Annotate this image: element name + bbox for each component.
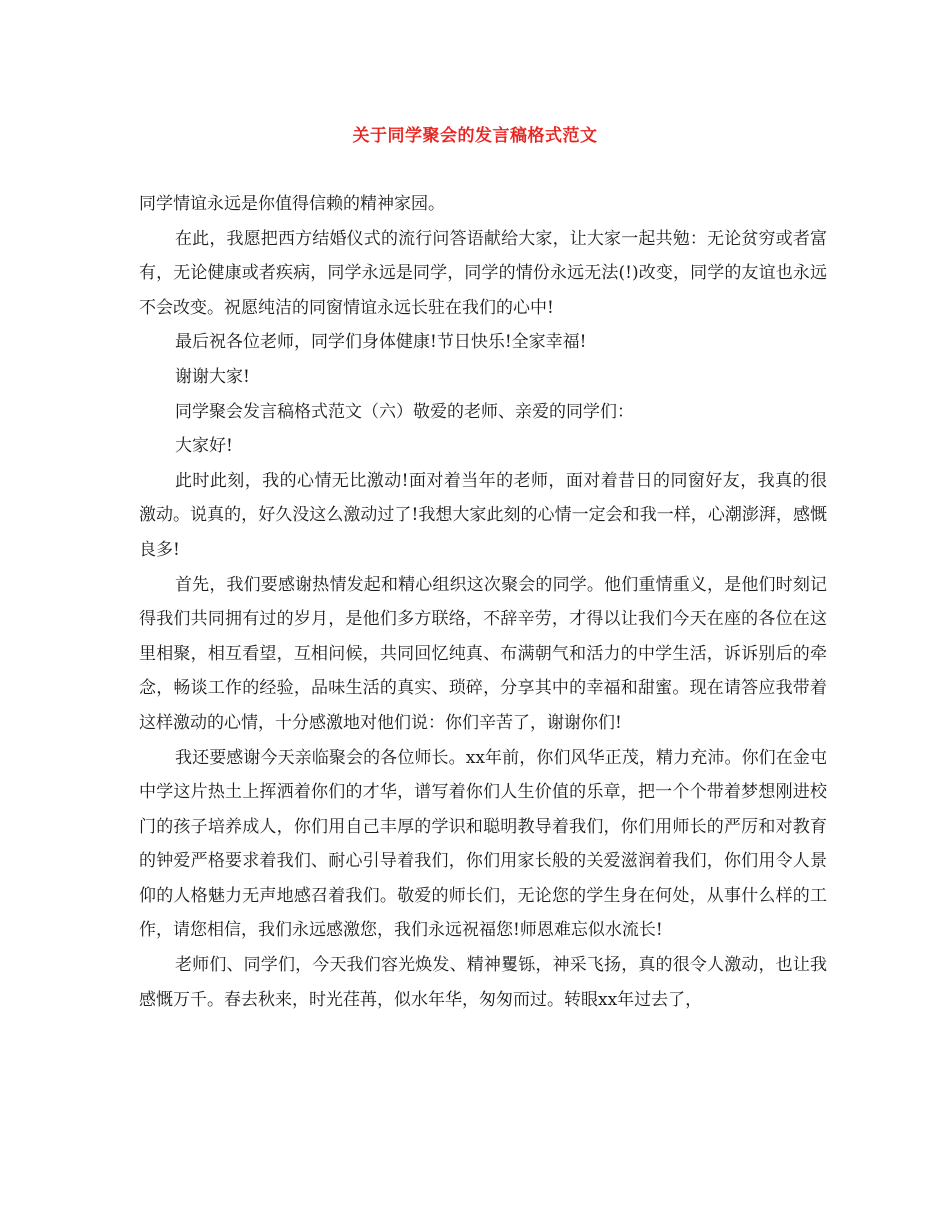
paragraph: 最后祝各位老师，同学们身体健康!节日快乐!全家幸福! — [175, 332, 587, 353]
paragraph: 在此，我愿把西方结婚仪式的流行问答语献给大家，让大家一起共勉：无论贫穷或者富有，无论健康或者疾病，同学永远是同学，同学的情份永远无法(!)改变，同学的友谊也永远不会改变。祝愿纯洁的同窗情谊永远长驻在我们的心中! — [139, 228, 827, 318]
paragraph: 老师们、同学们，今天我们容光焕发、精神矍铄，神采飞扬，真的很令人激动，也让我感慨万千。春去秋来，时光荏苒，似水年华，匆匆而过。转眼xx年过去了， — [139, 955, 827, 1010]
paragraph: 谢谢大家! — [175, 366, 250, 387]
paragraph: 大家好! — [175, 436, 233, 457]
paragraph: 我还要感谢今天亲临聚会的各位师长。xx年前，你们风华正茂，精力充沛。你们在金屯中学这片热土上挥洒着你们的才华，谱写着你们人生价值的乐章，把一个个带着梦想刚进校门的孩子培养成人，你们用自己丰厚的学识和聪明教导着我们，你们用师长的严厉和对教育的钟爱严格要求着我们、耐心引导着我们，你们用家长般的关爱滋润着我们，你们用令人景仰的人格魅力无声地感召着我们。敬爱的师长们，无论您的学生身在何处，从事什么样的工作，请您相信，我们永远感激您，我们永远祝福您!师恩难忘似水流长! — [139, 747, 827, 941]
paragraph: 首先，我们要感谢热情发起和精心组织这次聚会的同学。他们重情重义，是他们时刻记得我们共同拥有过的岁月，是他们多方联络，不辞辛劳，才得以让我们今天在座的各位在这里相聚，相互看望，互相问候，共同回忆纯真、布满朝气和活力的中学生活，诉诉别后的牵念，畅谈工作的经验，品味生活的真实、琐碎，分享其中的幸福和甜蜜。现在请答应我带着这样激动的心情，十分感激地对他们说：你们辛苦了，谢谢你们! — [139, 574, 827, 733]
paragraph: 此时此刻，我的心情无比激动!面对着当年的老师，面对着昔日的同窗好友，我真的很激动。说真的，好久没这么激动过了!我想大家此刻的心情一定会和我一样，心潮澎湃，感慨良多! — [139, 470, 827, 560]
document-title: 关于同学聚会的发言稿格式范文 — [352, 126, 598, 146]
document-body — [139, 187, 827, 1017]
paragraph: 同学聚会发言稿格式范文（六）敬爱的老师、亲爱的同学们： — [175, 401, 634, 422]
paragraph: 同学情谊永远是你值得信赖的精神家园。 — [139, 194, 445, 214]
